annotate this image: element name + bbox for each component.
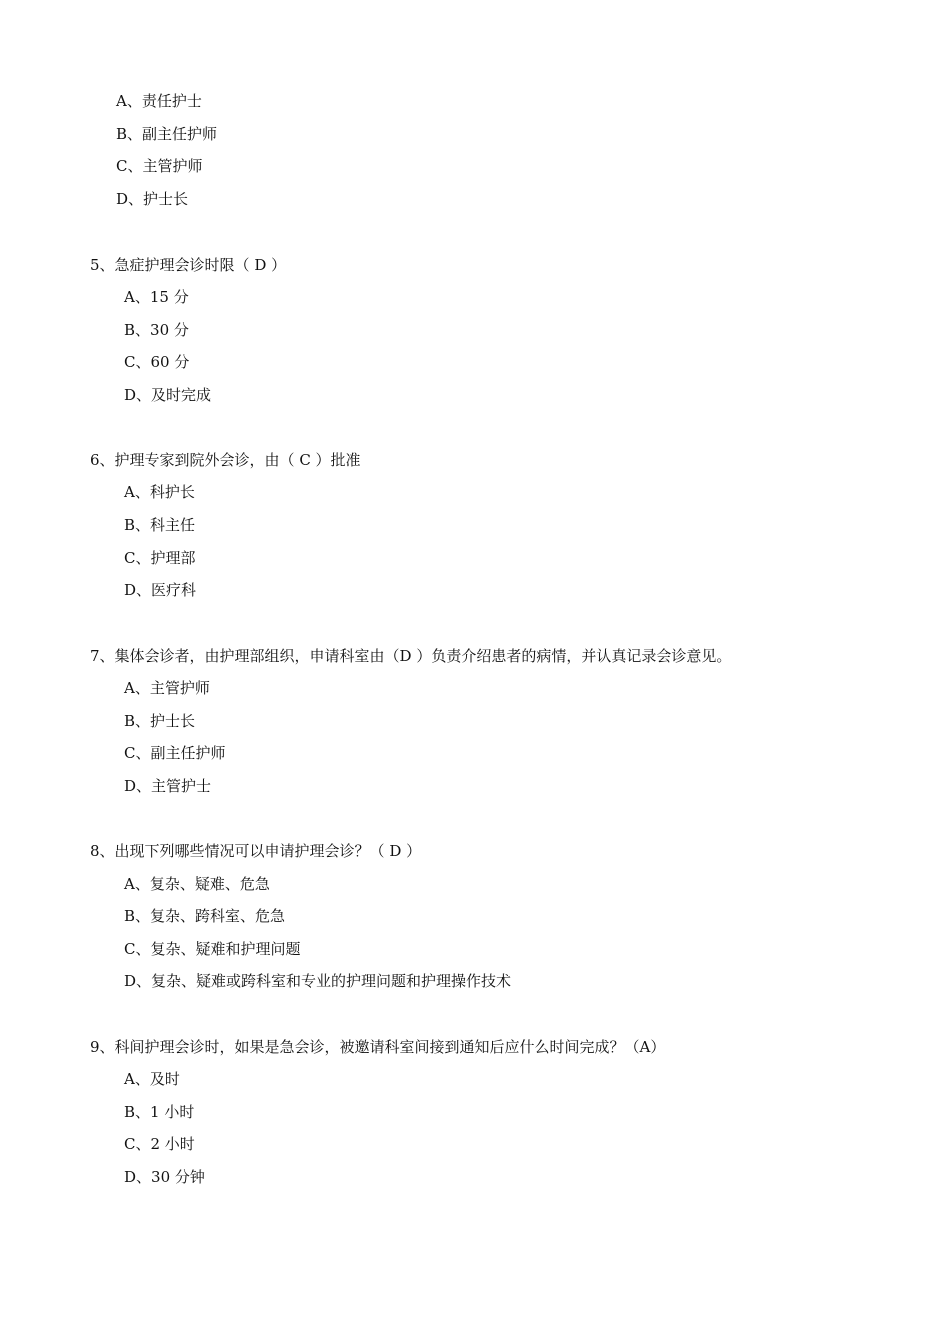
option-line: A、科护长 bbox=[124, 483, 195, 501]
option-line: D、30 分钟 bbox=[124, 1168, 205, 1186]
option-line: A、及时 bbox=[124, 1070, 180, 1088]
option-line: C、护理部 bbox=[124, 549, 196, 567]
option-line: C、主管护师 bbox=[116, 157, 203, 175]
option-line: D、及时完成 bbox=[124, 386, 212, 404]
option-line: B、1 小时 bbox=[124, 1103, 195, 1121]
option-line: C、2 小时 bbox=[124, 1135, 195, 1153]
option-line: B、副主任护师 bbox=[116, 125, 218, 143]
question-9: 9、科间护理会诊时，如果是急会诊，被邀请科室间接到通知后应什么时间完成？（A） bbox=[90, 1038, 666, 1056]
option-line: B、复杂、跨科室、危急 bbox=[124, 907, 286, 925]
option-line: C、60 分 bbox=[124, 353, 190, 371]
question-6: 6、护理专家到院外会诊，由（ C ）批准 bbox=[90, 451, 361, 469]
option-line: C、副主任护师 bbox=[124, 744, 226, 762]
option-line: B、护士长 bbox=[124, 712, 196, 730]
option-line: A、复杂、疑难、危急 bbox=[124, 875, 270, 893]
option-line: A、主管护师 bbox=[124, 679, 210, 697]
option-line: D、主管护士 bbox=[124, 777, 212, 795]
option-line: A、15 分 bbox=[124, 288, 189, 306]
option-line: D、护士长 bbox=[116, 190, 189, 208]
question-5: 5、急症护理会诊时限（ D ） bbox=[90, 256, 287, 274]
option-line: A、责任护士 bbox=[116, 92, 202, 110]
option-line: D、医疗科 bbox=[124, 581, 197, 599]
option-line: C、复杂、疑难和护理问题 bbox=[124, 940, 301, 958]
option-line: D、复杂、疑难或跨科室和专业的护理问题和护理操作技术 bbox=[124, 972, 512, 990]
question-8: 8、出现下列哪些情况可以申请护理会诊？（ D ） bbox=[90, 842, 422, 860]
option-line: B、30 分 bbox=[124, 321, 189, 339]
option-line: B、科主任 bbox=[124, 516, 196, 534]
question-7: 7、集体会诊者，由护理部组织，申请科室由（D ）负责介绍患者的病情，并认真记录会诊意见。 bbox=[90, 647, 732, 665]
